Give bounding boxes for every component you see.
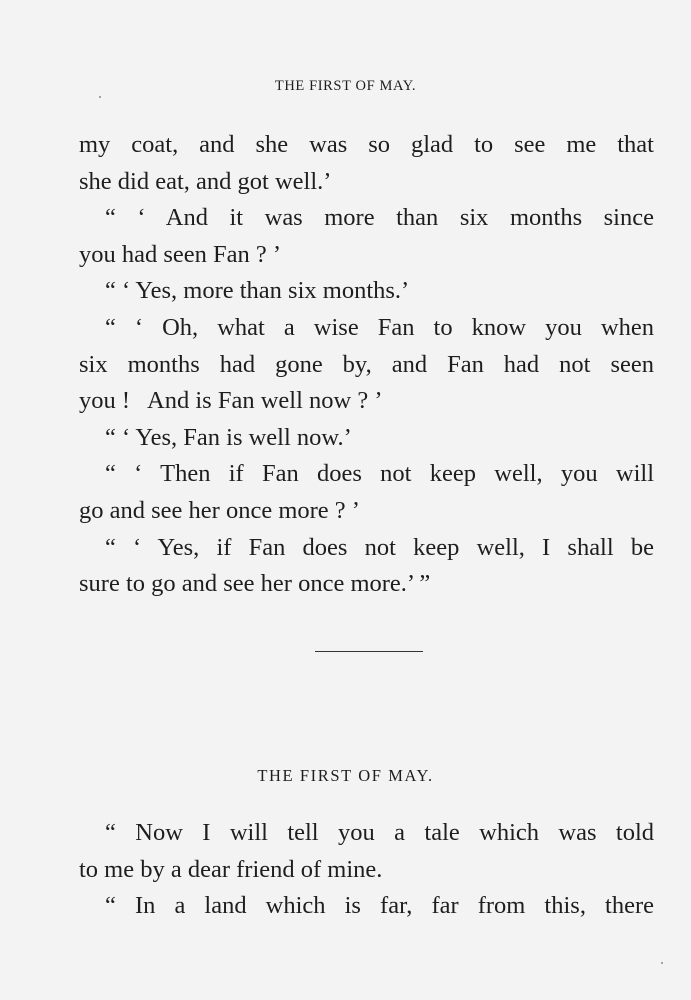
text-line: you ! And is Fan well now ? ’ — [79, 387, 383, 415]
text-line: “ ‘ Yes, more than six months.’ — [105, 277, 410, 305]
text-line: six months had gone by, and Fan had not seen — [79, 350, 654, 378]
text-line: to me by a dear friend of mine. — [79, 855, 383, 883]
text-line: “ ‘ Yes, Fan is well now.’ — [105, 423, 352, 451]
text-line: “ ‘ Then if Fan does not keep well, you will — [105, 460, 654, 488]
text-line: sure to go and see her once more.’ ” — [79, 570, 431, 598]
body-text — [79, 127, 654, 603]
paper-speck — [661, 962, 663, 964]
text-line: “ ‘ And it was more than six months since — [105, 204, 654, 232]
section-divider — [315, 651, 423, 652]
text-line: she did eat, and got well.’ — [79, 167, 332, 195]
text-line: you had seen Fan ? ’ — [79, 240, 282, 268]
text-line: go and see her once more ? ’ — [79, 496, 360, 524]
running-head: THE FIRST OF MAY. — [274, 78, 417, 94]
text-line: “ ‘ Oh, what a wise Fan to know you when — [105, 313, 654, 341]
text-line: “ In a land which is far, far from this, there — [105, 892, 654, 920]
paper-speck — [99, 96, 101, 98]
text-line: “ ‘ Yes, if Fan does not keep well, I shall be — [105, 533, 654, 561]
text-line: my coat, and she was so glad to see me that — [79, 131, 654, 158]
section-text — [79, 815, 654, 925]
text-line: “ Now I will tell you a tale which was told — [105, 819, 654, 846]
section-title: THE FIRST OF MAY. — [257, 766, 434, 785]
